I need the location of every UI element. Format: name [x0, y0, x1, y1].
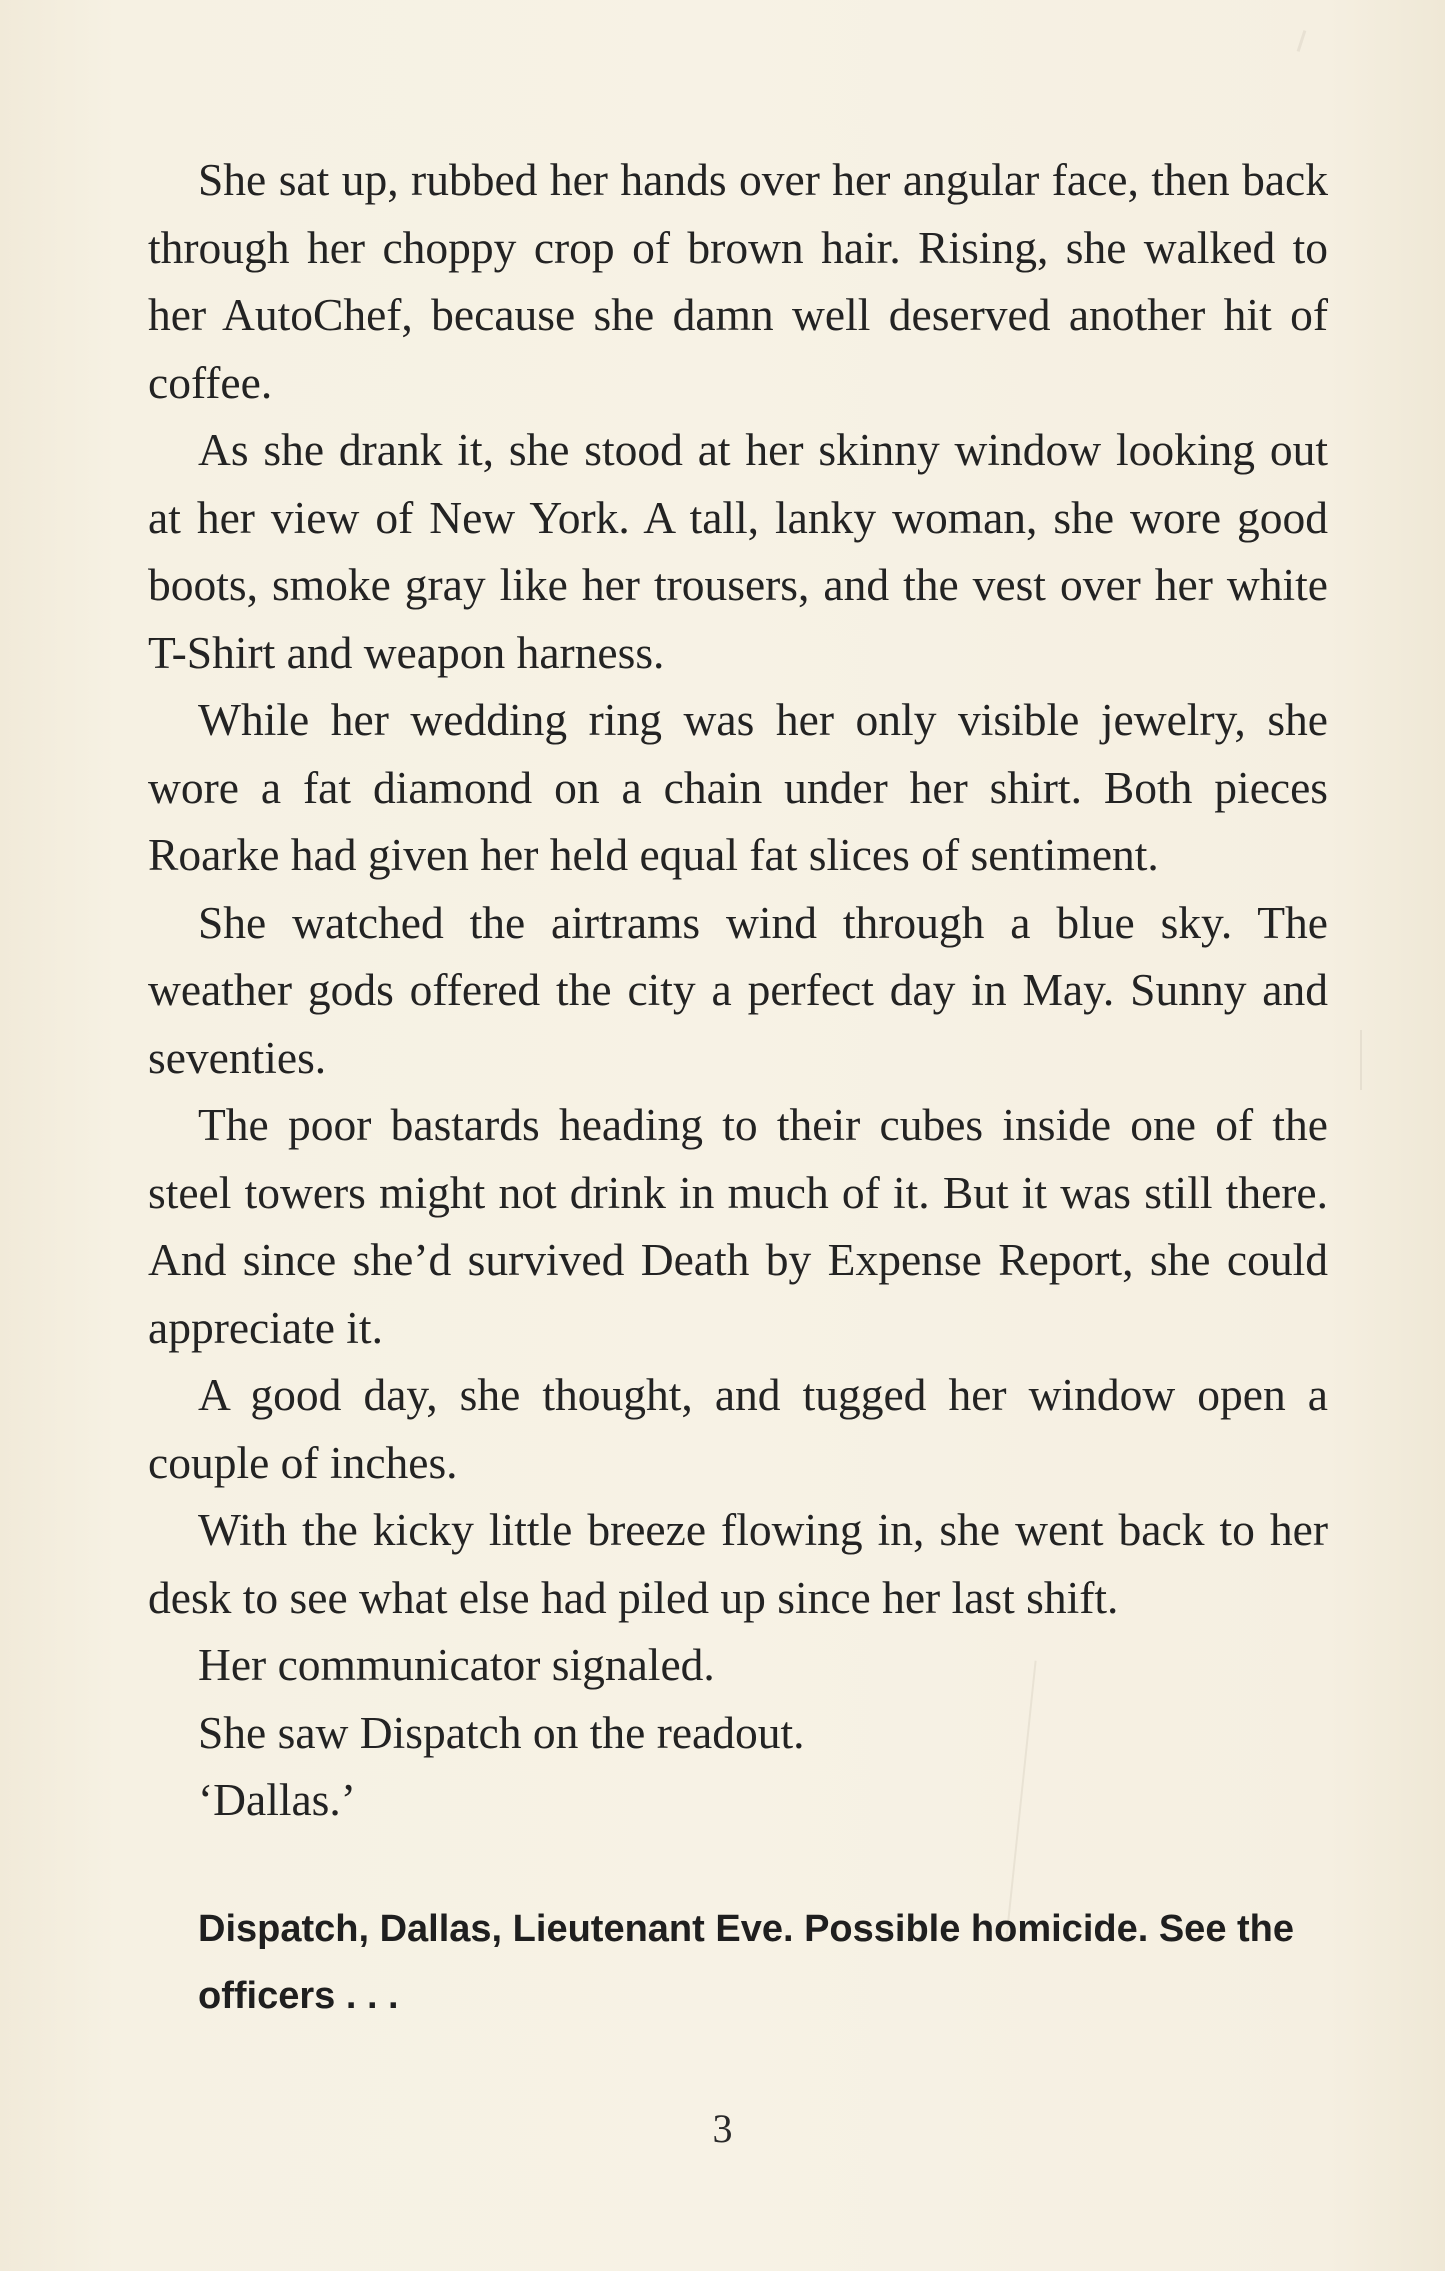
paragraph: Her communicator signaled.: [198, 1639, 715, 1690]
page-number: 3: [712, 2106, 733, 2151]
dispatch-message: Dispatch, Dallas, Lieutenant Eve. Possible homicide. See the officers . . .: [198, 1908, 1295, 2017]
paragraph: The poor bastards heading to their cubes inside one of the steel towers might not drink in much of it. But it was still there. And since she’d survived Death by Expense Report, she could appreciate it.: [148, 1099, 1328, 1353]
paragraph: As she drank it, she stood at her skinny window looking out at her view of New York. A tall, lanky woman, she wore good boots, smoke gray like her trousers, and the vest over her white T-Shirt and weapon harness.: [148, 424, 1328, 678]
paragraph: With the kicky little breeze flowing in, she went back to her desk to see what else had piled up since her last shift.: [148, 1504, 1328, 1623]
body-text: [148, 146, 1328, 1834]
paragraph: She saw Dispatch on the readout.: [198, 1706, 805, 1758]
paragraph: ‘Dallas.’: [198, 1774, 356, 1825]
paper-mark: [1360, 1030, 1362, 1090]
paper-mark: [1297, 30, 1307, 52]
paragraph: While her wedding ring was her only visible jewelry, she wore a fat diamond on a chain under her shirt. Both pieces Roarke had given her held equal fat slices of sentiment.: [148, 694, 1328, 880]
paragraph: She sat up, rubbed her hands over her angular face, then back through her choppy crop of brown hair. Rising, she walked to her AutoChef, because she damn well deserved another hit of coffee.: [148, 154, 1328, 408]
paragraph: A good day, she thought, and tugged her window open a couple of inches.: [148, 1369, 1328, 1488]
paragraph: She watched the airtrams wind through a blue sky. The weather gods offered the city a perfect day in May. Sunny and seventies.: [148, 896, 1328, 1083]
